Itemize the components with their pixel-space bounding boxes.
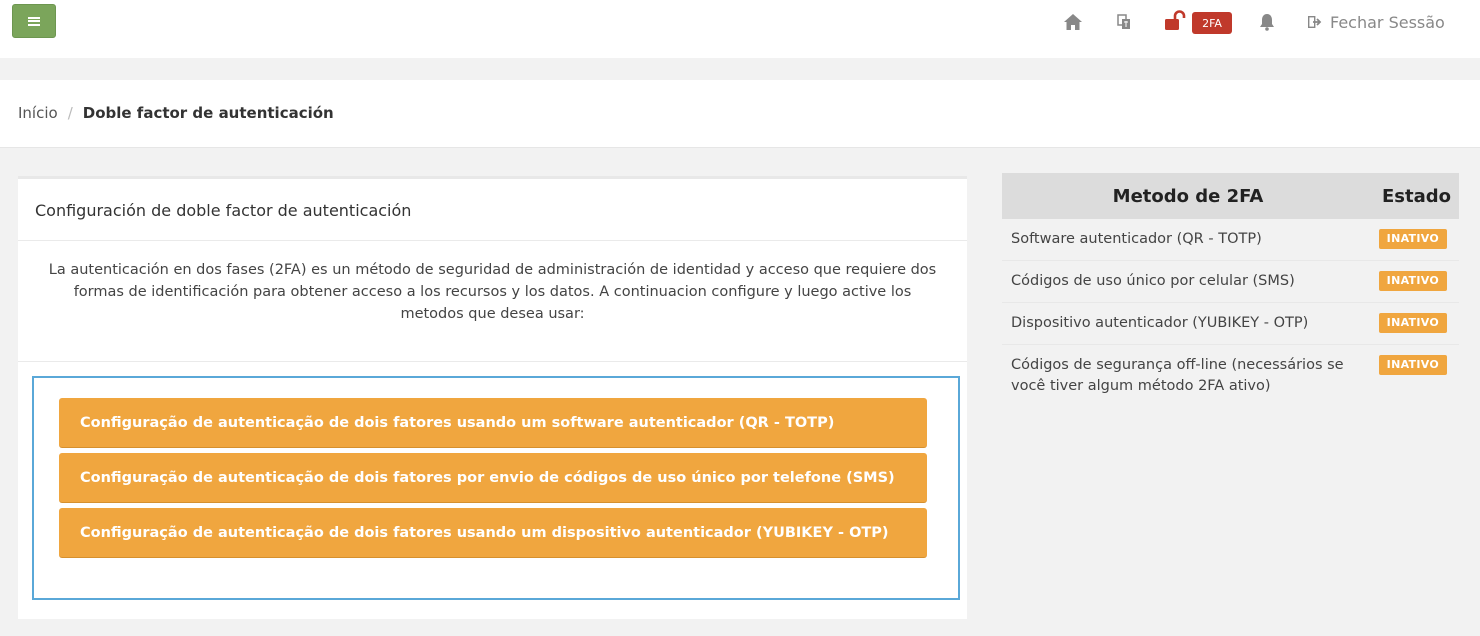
configure-totp-button[interactable]: Configuração de autenticação de dois fatores usando um software autenticador (QR - TOTP) — [59, 398, 927, 448]
menu-toggle-button[interactable] — [12, 4, 56, 38]
2fa-status-table — [1002, 173, 1459, 407]
row-method: Códigos de segurança off-line (necessários se você tiver algum método 2FA ativo) — [1011, 357, 1344, 394]
translate-icon[interactable] — [1116, 13, 1132, 31]
table-header — [1002, 173, 1459, 219]
status-badge: INATIVO — [1379, 271, 1447, 291]
breadcrumb-current: Doble factor de autenticación — [82, 104, 334, 122]
table-row — [1002, 261, 1459, 303]
table-row — [1002, 219, 1459, 261]
home-icon[interactable] — [1062, 12, 1084, 32]
logout-label: Fechar Sessão — [1330, 12, 1445, 32]
config-buttons-group — [32, 376, 960, 600]
header-method: Metodo de 2FA — [1112, 185, 1264, 207]
status-badge: INATIVO — [1379, 355, 1447, 375]
2fa-badge[interactable]: 2FA — [1192, 12, 1232, 34]
breadcrumb-bar — [0, 80, 1480, 148]
config-panel — [18, 176, 967, 619]
breadcrumb-home[interactable]: Início — [18, 104, 58, 122]
unlock-icon[interactable] — [1164, 10, 1186, 32]
configure-sms-button[interactable]: Configuração de autenticação de dois fatores por envio de códigos de uso único por telefone (SMS) — [59, 453, 927, 503]
status-badge: INATIVO — [1379, 229, 1447, 249]
bell-icon[interactable] — [1258, 12, 1276, 32]
status-badge: INATIVO — [1379, 313, 1447, 333]
divider — [18, 240, 967, 241]
divider — [18, 361, 967, 362]
configure-yubikey-button[interactable]: Configuração de autenticação de dois fatores usando um dispositivo autenticador (YUBIKEY - OTP) — [59, 508, 927, 558]
panel-description: La autenticación en dos fases (2FA) es un método de seguridad de administración de identidad y acceso que requiere dos formas de identificación para obtener acceso a los recursos y los datos. A continuacion configure y luego active los metodos que desea usar: — [48, 262, 937, 322]
row-method: Códigos de uso único por celular (SMS) — [1011, 273, 1295, 289]
header-state: Estado — [1381, 185, 1451, 207]
hamburger-icon — [28, 17, 40, 26]
logout-link[interactable] — [1308, 10, 1445, 34]
table-row — [1002, 303, 1459, 345]
row-method: Software autenticador (QR - TOTP) — [1011, 231, 1262, 247]
panel-title: Configuración de doble factor de autenticación — [35, 201, 412, 220]
row-method: Dispositivo autenticador (YUBIKEY - OTP) — [1011, 315, 1309, 331]
breadcrumb-separator: / — [67, 104, 73, 122]
top-navbar — [0, 0, 1480, 58]
breadcrumb — [18, 104, 334, 122]
table-row — [1002, 345, 1459, 407]
logout-icon — [1308, 16, 1322, 28]
